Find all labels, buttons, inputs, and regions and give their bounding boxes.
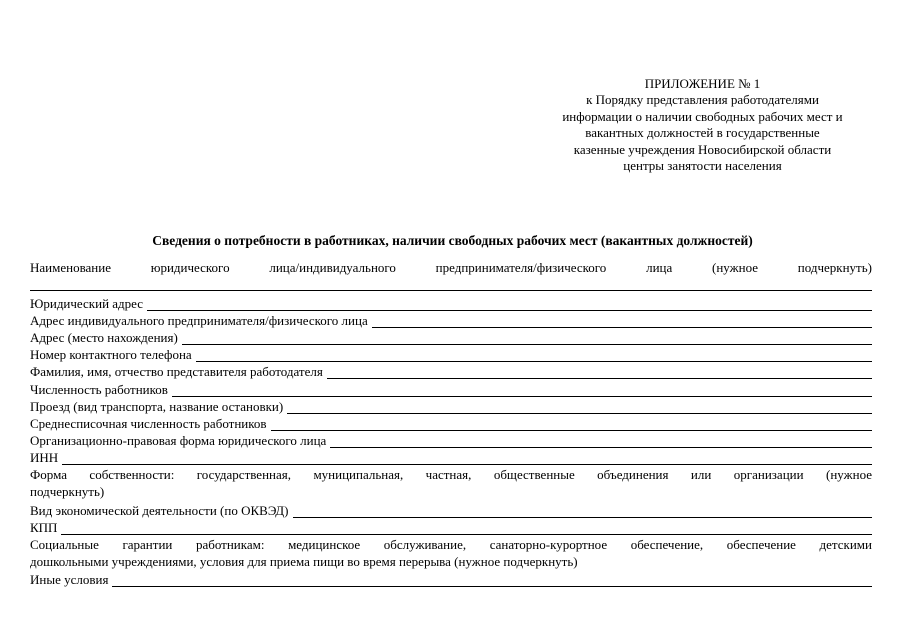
ownership-label: Форма собственности: государственная, муниципальная, частная, общественные объединения или организации (нужное [30,467,872,483]
ie-address-field[interactable] [372,314,872,328]
employer-rep-field[interactable] [327,365,872,379]
legal-form-row [30,431,872,448]
appendix-line: казенные учреждения Новосибирской области [573,141,832,157]
location-address-row [30,328,872,345]
staff-count-row [30,379,872,396]
social-block [30,536,872,570]
legal-address-label: Юридический адрес [30,295,144,311]
location-address-field[interactable] [182,331,872,345]
appendix-line: центры занятости населения [623,158,782,174]
other-field[interactable] [112,573,872,587]
document-title: Сведения о потребности в работниках, наличии свободных рабочих мест (вакантных должностей) [152,233,753,248]
legal-address-row [30,294,872,311]
social-label-cont: дошкольными учреждениями, условия для приема пищи во время перерыва (нужное подчеркнуть) [30,553,578,569]
appendix-line: к Порядку представления работодателями [586,92,819,108]
kpp-label: КПП [30,519,58,535]
other-row [30,570,872,587]
name-label: Наименование юридического лица/индивидуального предпринимателя/физического лица (нужное подчеркнуть) [30,260,872,275]
phone-row [30,345,872,362]
ownership-label-cont: подчеркнуть) [30,484,105,500]
inn-field[interactable] [62,451,872,465]
ie-address-label: Адрес индивидуального предпринимателя/физического лица [30,312,368,328]
kpp-field[interactable] [61,521,872,535]
phone-label: Номер контактного телефона [30,347,192,363]
inn-label: ИНН [30,450,59,466]
transport-row [30,397,872,414]
ie-address-row [30,311,872,328]
appendix-number: ПРИЛОЖЕНИЕ № 1 [644,76,761,91]
okved-field[interactable] [293,504,872,518]
legal-form-field[interactable] [330,434,872,448]
transport-field[interactable] [287,400,872,414]
avg-staff-label: Среднесписочная численность работников [30,416,267,431]
location-address-label: Адрес (место нахождения) [30,330,178,346]
employer-form [30,260,872,587]
phone-field[interactable] [196,348,872,362]
avg-staff-row [30,414,872,431]
employer-rep-label: Фамилия, имя, отчество представителя работодателя [30,364,323,380]
other-label: Иные условия [30,571,109,587]
appendix-line: вакантных должностей в государственные [585,125,820,141]
kpp-row [30,518,872,535]
inn-row [30,448,872,465]
okved-label: Вид экономической деятельности (по ОКВЭД) [30,502,289,518]
ownership-block [30,466,872,500]
employer-rep-row [30,362,872,379]
appendix-header [520,76,885,174]
name-field[interactable] [30,277,872,291]
legal-form-label: Организационно-правовая форма юридического лица [30,433,327,449]
appendix-line: информации о наличии свободных рабочих мест и [562,108,843,124]
transport-label: Проезд (вид транспорта, название остановки) [30,398,284,414]
staff-count-field[interactable] [172,383,872,397]
legal-address-field[interactable] [147,297,872,311]
staff-count-label: Численность работников [30,381,168,397]
avg-staff-field[interactable] [271,417,872,431]
social-label: Социальные гарантии работникам: медицинское обслуживание, санаторно-курортное обеспечение, обеспечение детскими [30,536,872,552]
okved-row [30,500,872,517]
